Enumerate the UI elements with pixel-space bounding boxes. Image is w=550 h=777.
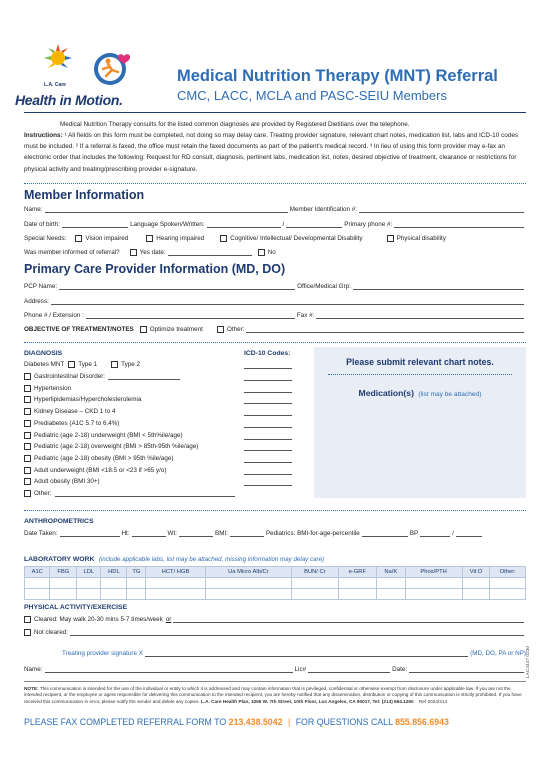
pcp-name-label: PCP Name: [24, 283, 58, 290]
checkbox-objective-other[interactable] [217, 326, 224, 333]
icd-code-field[interactable] [244, 397, 292, 404]
yes-date-label: Yes date: [139, 249, 166, 256]
member-id-label: Member Identification #: [289, 206, 357, 213]
option-cognitive-label: Cognitive/ Intellectual/ Developmental Disability [230, 235, 363, 242]
diabetes-label: Diabetes MNT [24, 361, 65, 368]
dob-field[interactable] [62, 221, 128, 228]
lab-value-cell[interactable] [127, 578, 146, 589]
diagnosis-item [24, 467, 167, 474]
diagnosis-item [24, 408, 116, 415]
lab-value-cell[interactable] [77, 578, 101, 589]
sig-name-label: Name: [24, 666, 43, 673]
diagnosis-label: Gastrointestinal Disorder: [34, 373, 106, 380]
brand-main-label: Health in Motion. [15, 92, 123, 108]
lab-value-cell[interactable] [127, 589, 146, 600]
language-spoken-field[interactable] [207, 221, 281, 228]
page-title: Medical Nutrition Therapy (MNT) Referral [177, 67, 498, 85]
medications-heading[interactable] [314, 383, 526, 401]
fax-banner [24, 717, 449, 727]
diagnosis-checkbox[interactable] [24, 478, 31, 485]
instructions-label: Instructions: [24, 132, 63, 139]
primary-phone-field[interactable] [394, 221, 524, 228]
icd-code-field[interactable] [244, 468, 292, 475]
lab-column-header: BUN/ Cr [291, 567, 338, 578]
checkbox-physical-disability[interactable] [387, 235, 394, 242]
diagnosis-checkbox[interactable] [24, 408, 31, 415]
footer-divider [24, 681, 526, 682]
chart-notes-divider [328, 374, 512, 375]
call-number[interactable]: 855.856.6943 [395, 717, 449, 727]
diagnosis-label: Pediatric (age 2-18) obesity (BMI > 95th %ile/age) [34, 454, 174, 462]
option-hearing-label: Hearing impaired [156, 235, 205, 242]
icd-heading: ICD-10 Codes: [244, 350, 291, 357]
pediatric-percentile-field[interactable] [362, 530, 408, 537]
lab-value-cell[interactable] [338, 578, 376, 589]
bp-slash: / [452, 530, 454, 537]
diagnosis-checkbox[interactable] [24, 455, 31, 462]
wt-label: Wt: [167, 530, 177, 537]
diagnosis-heading: DIAGNOSIS [24, 350, 63, 357]
diagnosis-item [24, 385, 71, 392]
member-name-field[interactable] [45, 206, 288, 213]
lab-column-header: LDL [77, 567, 101, 578]
objective-other-label: Other: [226, 326, 245, 333]
lab-note: (include applicable labs, list may be attached, missing information may delay care) [98, 556, 325, 563]
diagnosis-divider [24, 510, 526, 511]
legal-note [24, 686, 522, 705]
lab-value-cell[interactable] [376, 578, 405, 589]
lab-column-header: Other: [490, 567, 526, 578]
fax-field[interactable] [316, 312, 524, 319]
instructions-block [24, 130, 526, 175]
lab-value-cell[interactable] [405, 578, 462, 589]
not-cleared-label: Not cleared: [34, 629, 68, 636]
lab-value-cell[interactable] [291, 578, 338, 589]
medications-note: (list may be attached) [418, 391, 482, 398]
checkbox-informed-yes[interactable] [130, 249, 137, 256]
checkbox-not-cleared[interactable] [24, 629, 31, 636]
side-code: LAC4447 0230 [526, 645, 531, 678]
intro-lead: Medical Nutrition Therapy consults for the listed common diagnoses are provided by Registered Dietitians over the telephone. [60, 121, 410, 128]
bmi-field[interactable] [230, 530, 264, 537]
objective-other-field[interactable] [246, 326, 524, 333]
diagnosis-label: Kidney Disease – CKD 1 to 4 [34, 408, 116, 416]
lab-value-cell[interactable] [376, 589, 405, 600]
member-name-label: Name: [24, 206, 43, 213]
diagnosis-checkbox[interactable] [24, 420, 31, 427]
lab-column-header: Ua Micro Alb/Cr [205, 567, 291, 578]
lab-value-cell[interactable] [50, 578, 77, 589]
diagnosis-label: Pediatric (age 2-18) overweight (BMI > 85th-95th %ile/age) [34, 443, 199, 451]
lab-heading: LABORATORY WORK [24, 556, 95, 563]
date-taken-label: Date Taken: [24, 530, 58, 537]
fax-number[interactable]: 213.438.5042 [228, 717, 283, 727]
intro-divider [24, 183, 526, 184]
lab-column-header: Na/K [376, 567, 405, 578]
icd-code-field[interactable] [244, 374, 292, 381]
diagnosis-label: Adult obesity (BMI 30+) [34, 478, 100, 486]
checkbox-hearing[interactable] [146, 235, 153, 242]
lab-heading-row [24, 548, 324, 566]
diagnosis-checkbox[interactable] [24, 443, 31, 450]
lab-value-cell[interactable] [490, 589, 526, 600]
lab-value-cell[interactable] [205, 589, 291, 600]
sig-name-field[interactable] [45, 666, 293, 673]
language-written-field[interactable] [286, 221, 342, 228]
lab-table [24, 566, 526, 600]
diagnosis-item [24, 443, 198, 450]
icd-code-field[interactable] [244, 433, 292, 440]
diagnosis-item [24, 373, 180, 380]
lab-value-cell[interactable] [405, 589, 462, 600]
diagnosis-label: Pediatric (age 2-18) underweight (BMI < 5th%ile/age) [34, 431, 183, 439]
checkbox-cleared[interactable] [24, 616, 31, 623]
lab-column-header: e-GRF [338, 567, 376, 578]
informed-date-field[interactable] [168, 249, 252, 256]
diagnosis-checkbox[interactable] [24, 373, 31, 380]
lab-column-header: TG [127, 567, 146, 578]
office-field[interactable] [353, 283, 524, 290]
bp-systolic-field[interactable] [420, 530, 450, 537]
banner-separator: | [287, 717, 291, 727]
diagnosis-label: Hypertension [34, 384, 72, 392]
objective-label: OBJECTIVE OF TREATMENT/NOTES [24, 326, 134, 333]
optimize-label: Optimize treatment [149, 326, 203, 333]
lab-value-cell[interactable] [101, 589, 127, 600]
icd-code-field-diabetes[interactable] [244, 362, 292, 369]
lab-value-cell[interactable] [146, 578, 205, 589]
runner-icon [88, 50, 138, 88]
lab-value-cell[interactable] [25, 589, 50, 600]
pcp-name-field[interactable] [59, 283, 295, 290]
diagnosis-item [24, 455, 173, 462]
cleared-label: Cleared: May walk 20-30 mins 5-7 times/week [34, 616, 163, 623]
lab-value-cell[interactable] [291, 589, 338, 600]
referral-question: Was member informed of referral? [24, 249, 120, 256]
checkbox-informed-no[interactable] [258, 249, 265, 256]
pcp-phone-field[interactable] [86, 312, 295, 319]
lab-value-cell[interactable] [490, 578, 526, 589]
diagnosis-checkbox[interactable] [24, 432, 31, 439]
member-id-field[interactable] [359, 206, 524, 213]
or-label: or [165, 616, 172, 623]
special-needs-label: Special Needs: [24, 235, 67, 242]
header-divider [24, 112, 526, 113]
fax-prefix: PLEASE FAX COMPLETED REFERRAL FORM TO [24, 717, 227, 727]
chart-notes-panel [314, 347, 526, 498]
primary-phone-label: Primary phone #: [344, 221, 393, 228]
checkbox-cognitive[interactable] [220, 235, 227, 242]
pediatrics-label: Pediatrics: BMI-for-age-percentile [265, 530, 360, 537]
lab-value-cell[interactable] [462, 578, 490, 589]
lab-value-cell[interactable] [50, 589, 77, 600]
pcp-section-heading: Primary Care Provider Information (MD, DO) [24, 262, 286, 276]
provider-signature-label: Treating provider signature X [62, 650, 143, 657]
icd-code-field[interactable] [244, 479, 292, 486]
checkbox-vision[interactable] [75, 235, 82, 242]
instructions-text: ¹ All fields on this form must be completed, not doing so may delay care. Treating provider signature, relevant chart notes, medication list, labs and ICD-10 codes must be included. ² If a referral is faxed, the office must retain the faxed documents as part of the patient's medical record. ³ In lieu of using this form provider may e-fax an electronic order that includes the following: Request for RD consult, diagnosis, pertinent labs, medication list, notes, desired objective of treatment, clearance or restrictions for physical activity and treating/prescribing provider e-signature. [24, 132, 519, 173]
lab-column-header: Vit D [462, 567, 490, 578]
fax-label: Fax #: [296, 312, 315, 319]
ht-label: Ht: [121, 530, 130, 537]
page-subtitle: CMC, LACC, MCLA and PASC-SEIU Members [177, 88, 447, 103]
icd-code-field[interactable] [244, 409, 292, 416]
weight-field[interactable] [179, 530, 213, 537]
bp-label: BP [409, 530, 419, 537]
height-field[interactable] [132, 530, 166, 537]
lic-label: Lic# [294, 666, 307, 673]
brand-top-label: L.A. Care [44, 82, 66, 88]
language-label: Language Spoken/Written: [130, 221, 205, 228]
lab-value-cell[interactable] [101, 578, 127, 589]
option-physical-label: Physical disability [396, 235, 446, 242]
office-label: Office/Medical Grp: [297, 283, 351, 290]
diagnosis-checkbox[interactable] [24, 467, 31, 474]
provider-signature-field[interactable] [145, 650, 468, 657]
lab-value-cell[interactable] [462, 589, 490, 600]
gi-disorder-field[interactable] [108, 373, 180, 380]
anthro-heading: ANTHROPOMETRICS [24, 518, 94, 525]
physical-heading: PHYSICAL ACTIVITY/EXERCISE [24, 604, 128, 611]
address-field[interactable] [51, 298, 524, 305]
lab-value-cell[interactable] [25, 578, 50, 589]
checkbox-optimize[interactable] [140, 326, 147, 333]
icd-code-field[interactable] [244, 386, 292, 393]
lab-value-cell[interactable] [146, 589, 205, 600]
checkbox-type1[interactable] [68, 361, 75, 368]
icd-code-field[interactable] [244, 456, 292, 463]
diagnosis-checkbox[interactable] [24, 490, 31, 497]
lab-value-cell[interactable] [205, 578, 291, 589]
lab-value-cell[interactable] [77, 589, 101, 600]
lab-column-header: HDL [101, 567, 127, 578]
pcp-divider [24, 342, 526, 343]
no-label: No [267, 249, 276, 256]
legal-address: L.A. Care Health Plan, 1055 W. 7th Street, 10th Floor, Los Angeles, CA 90017, Tel: (213) 694.1250 [200, 698, 414, 704]
lab-column-header: FBG [50, 567, 77, 578]
cleared-notes-field[interactable] [173, 616, 524, 623]
lab-column-header: HCT/ HGB [146, 567, 205, 578]
diagnosis-item [24, 490, 235, 497]
diagnosis-other-field[interactable] [55, 490, 235, 497]
chart-notes-text: Please submit relevant chart notes. [346, 357, 494, 367]
diagnosis-item [24, 396, 141, 403]
bp-diastolic-field[interactable] [456, 530, 482, 537]
diagnosis-label: Prediabetes (A1C 5.7 to 6.4%) [34, 419, 120, 427]
type2-label: Type 2 [121, 361, 141, 368]
icd-code-field[interactable] [244, 444, 292, 451]
lab-column-header: Phos/PTH [405, 567, 462, 578]
sig-date-field[interactable] [409, 666, 524, 673]
legal-note-text: This communication is intended for the use of the individual or entity to which it is addressed and may contain information that is privileged, confidential or otherwise exempt from disclosure under applicable law. If you are not the intended recipient, or the employee or agent responsible for delivering this communication to the intended recipient, you are hereby notified that any dissemination, distribution or copying of this communication is strictly prohibited. If you have received this communication in error, please notify the sender and delete any copies. [24, 686, 522, 704]
diagnosis-label: Other: [34, 490, 52, 497]
dob-label: Date of birth: [24, 221, 61, 228]
legal-ref: Ref 2024/214 [418, 698, 448, 704]
credentials-label: (MD, DO, PA or NP) [470, 650, 526, 657]
diagnosis-label: Hyperlipidemias/Hypercholesterolemia [34, 396, 142, 404]
medications-label: Medication(s) [358, 388, 414, 398]
questions-prefix: FOR QUESTIONS CALL [295, 717, 393, 727]
address-label: Address: [24, 298, 49, 305]
diagnosis-item [24, 420, 119, 427]
bmi-label: BMI: [215, 530, 228, 537]
diagnosis-item [24, 478, 100, 485]
la-care-sun-icon [40, 42, 76, 82]
icd-code-field[interactable] [244, 421, 292, 428]
member-section-heading: Member Information [24, 188, 145, 202]
diagnosis-checkbox[interactable] [24, 385, 31, 392]
pcp-phone-label: Phone # / Extension : [24, 312, 84, 319]
diagnosis-label: Adult underweight (BMI <18.5 or <23 if >65 y/o) [34, 466, 167, 474]
lab-column-header: A1C [25, 567, 50, 578]
lic-field[interactable] [308, 666, 390, 673]
diagnosis-item [24, 432, 183, 439]
date-taken-field[interactable] [60, 530, 120, 537]
option-vision-label: Vision impaired [85, 235, 129, 242]
not-cleared-field[interactable] [70, 629, 524, 636]
legal-note-label: NOTE: [24, 686, 39, 691]
lab-value-cell[interactable] [338, 589, 376, 600]
diagnosis-checkbox[interactable] [24, 396, 31, 403]
type1-label: Type 1 [78, 361, 98, 368]
logo [15, 42, 160, 110]
language-slash: / [282, 221, 285, 228]
checkbox-type2[interactable] [111, 361, 118, 368]
sig-date-label: Date: [392, 666, 408, 673]
